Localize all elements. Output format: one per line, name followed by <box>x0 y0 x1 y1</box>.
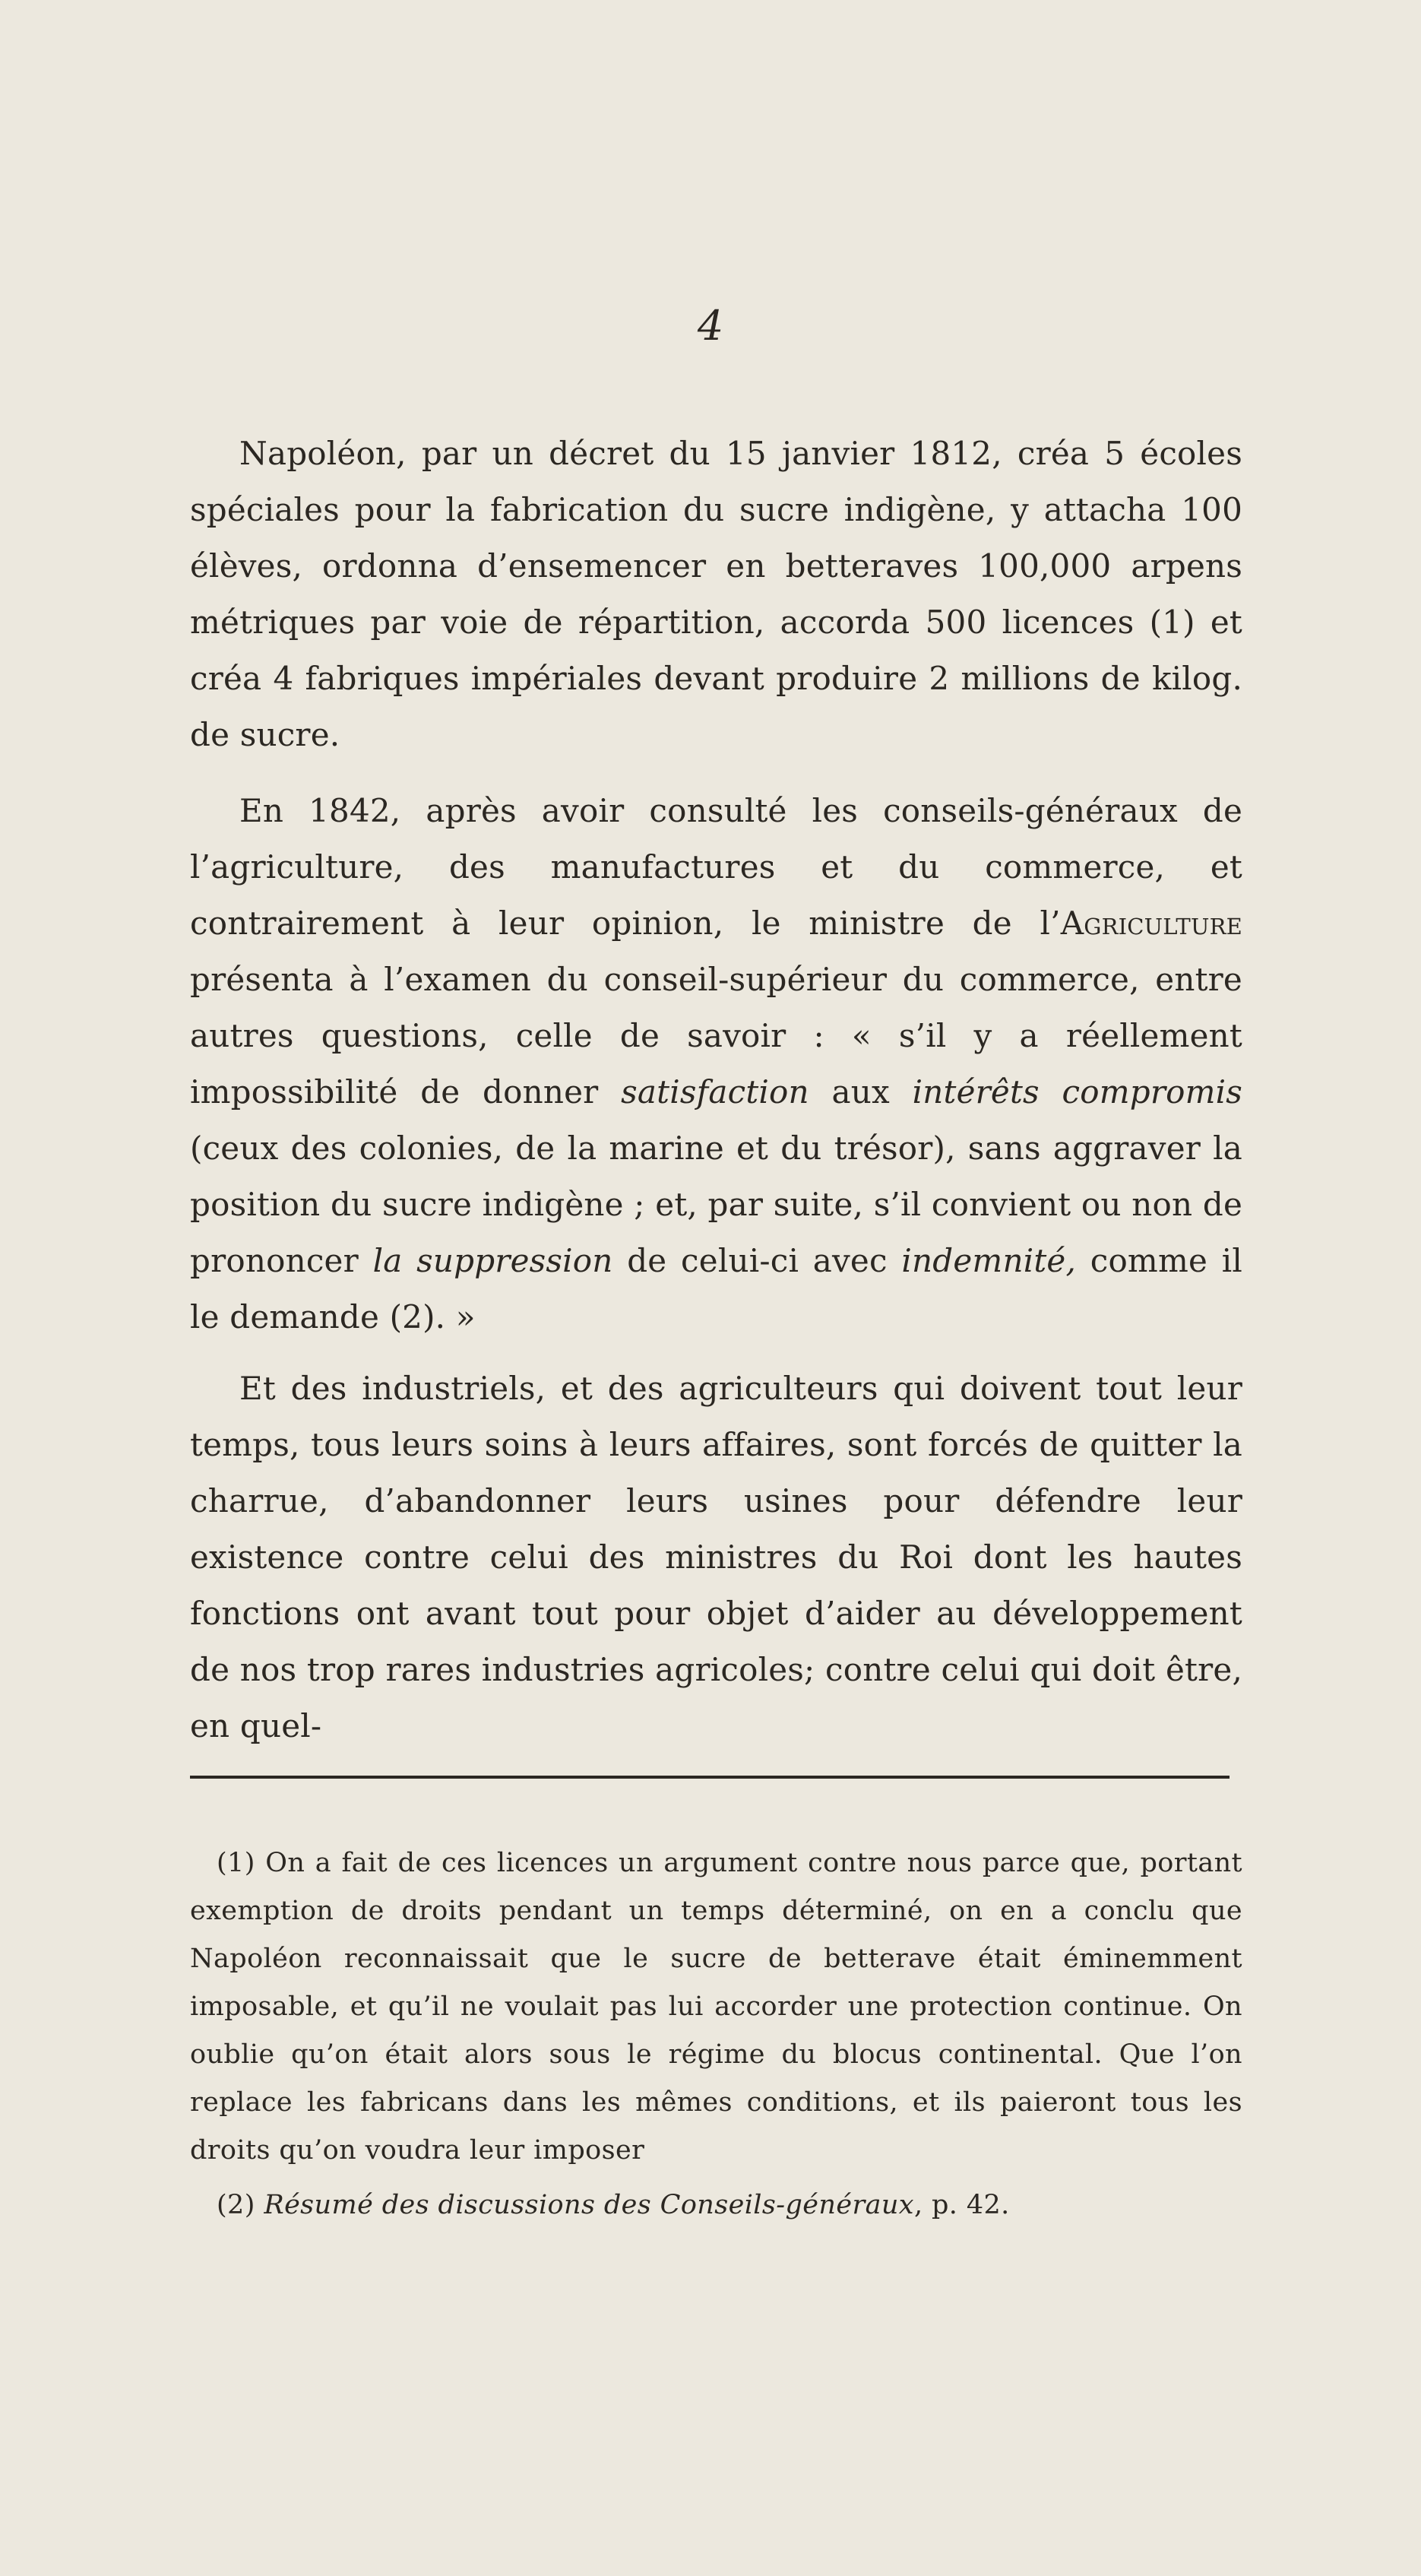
footnote-divider <box>190 1776 1230 1779</box>
emphasis-interets: intérêts compromis <box>912 1073 1242 1111</box>
paragraph-napoleon-text: Napoléon, par un décret du 15 janvier 1812, créa 5 écoles spéciales pour la fabrication du sucre indigène, y attacha 100 élèves, ordonna d’ensemencer en betteraves 100,000 arpens métriques par voie de répartition, accorda 500 licences (1) et créa 4 fabriques impériales devant produire 2 millions de kilog. de sucre. <box>190 435 1242 753</box>
paragraph-ministre-part-6: comme il le demande (2). » <box>190 1242 1242 1336</box>
emphasis-satisfaction: satisfaction <box>621 1073 809 1111</box>
emphasis-suppression: la suppression <box>372 1242 613 1279</box>
paragraph-ministre-part-1: En 1842, après avoir consulté les conseils-généraux de l’agriculture, des manufactures et du commerce, et contrairement à leur opinion, le ministre de l’ <box>190 792 1242 942</box>
paragraph-napoleon <box>190 426 1242 763</box>
footnote-2-title: Résumé des discussions des Conseils-généraux <box>264 2190 914 2220</box>
paragraph-industriels-text: Et des industriels, et des agriculteurs qui doivent tout leur temps, tous leurs soins à leurs affaires, sont forcés de quitter la charrue, d’abandonner leurs usines pour défendre leur existence contre celui des ministres du Roi dont les hautes fonctions ont avant tout pour objet d’aider au développement de nos trop rares industries agricoles; contre celui qui doit être, en quel- <box>190 1370 1242 1744</box>
paragraph-ministre-part-5: de celui-ci avec <box>612 1242 902 1279</box>
paragraph-ministre-part-4: (ceux des colonies, de la marine et du trésor), sans aggraver la position du sucre indigène ; et, par suite, s’il convient ou non de prononcer <box>190 1130 1242 1279</box>
footnote-2 <box>190 2182 1242 2229</box>
footnote-2-text <box>190 2182 1242 2229</box>
paragraph-ministre-part-2: présenta à l’examen du conseil-supérieur du commerce, entre autres questions, celle de savoir : « s’il y a réellement impossibilité de donner <box>190 961 1242 1111</box>
paragraph-industriels <box>190 1361 1242 1754</box>
footnote-2-prefix: (2) <box>217 2190 264 2220</box>
footnote-1-text: (1) On a fait de ces licences un argument contre nous parce que, portant exemption de droits pendant un temps déterminé, on en a conclu que Napoléon reconnaissait que le sucre de betterave était éminemment imposable, et qu’il ne voulait pas lui accorder une protection continue. On oublie qu’on était alors sous le régime du blocus continental. Que l’on replace les fabricans dans les mêmes conditions, et ils paieront tous les droits qu’on voudra leur imposer <box>190 1848 1242 2166</box>
paragraph-ministre <box>190 783 1242 1345</box>
footnote-1 <box>190 1839 1242 2175</box>
page-number: 4 <box>697 302 724 350</box>
footnote-2-suffix: , p. 42. <box>913 2190 1010 2220</box>
paragraph-ministre-text <box>190 783 1242 1345</box>
emphasis-indemnite: indemnité, <box>901 1242 1077 1279</box>
agriculture-smallcaps: Agriculture <box>1060 905 1242 942</box>
paragraph-ministre-part-3: aux <box>809 1073 913 1111</box>
